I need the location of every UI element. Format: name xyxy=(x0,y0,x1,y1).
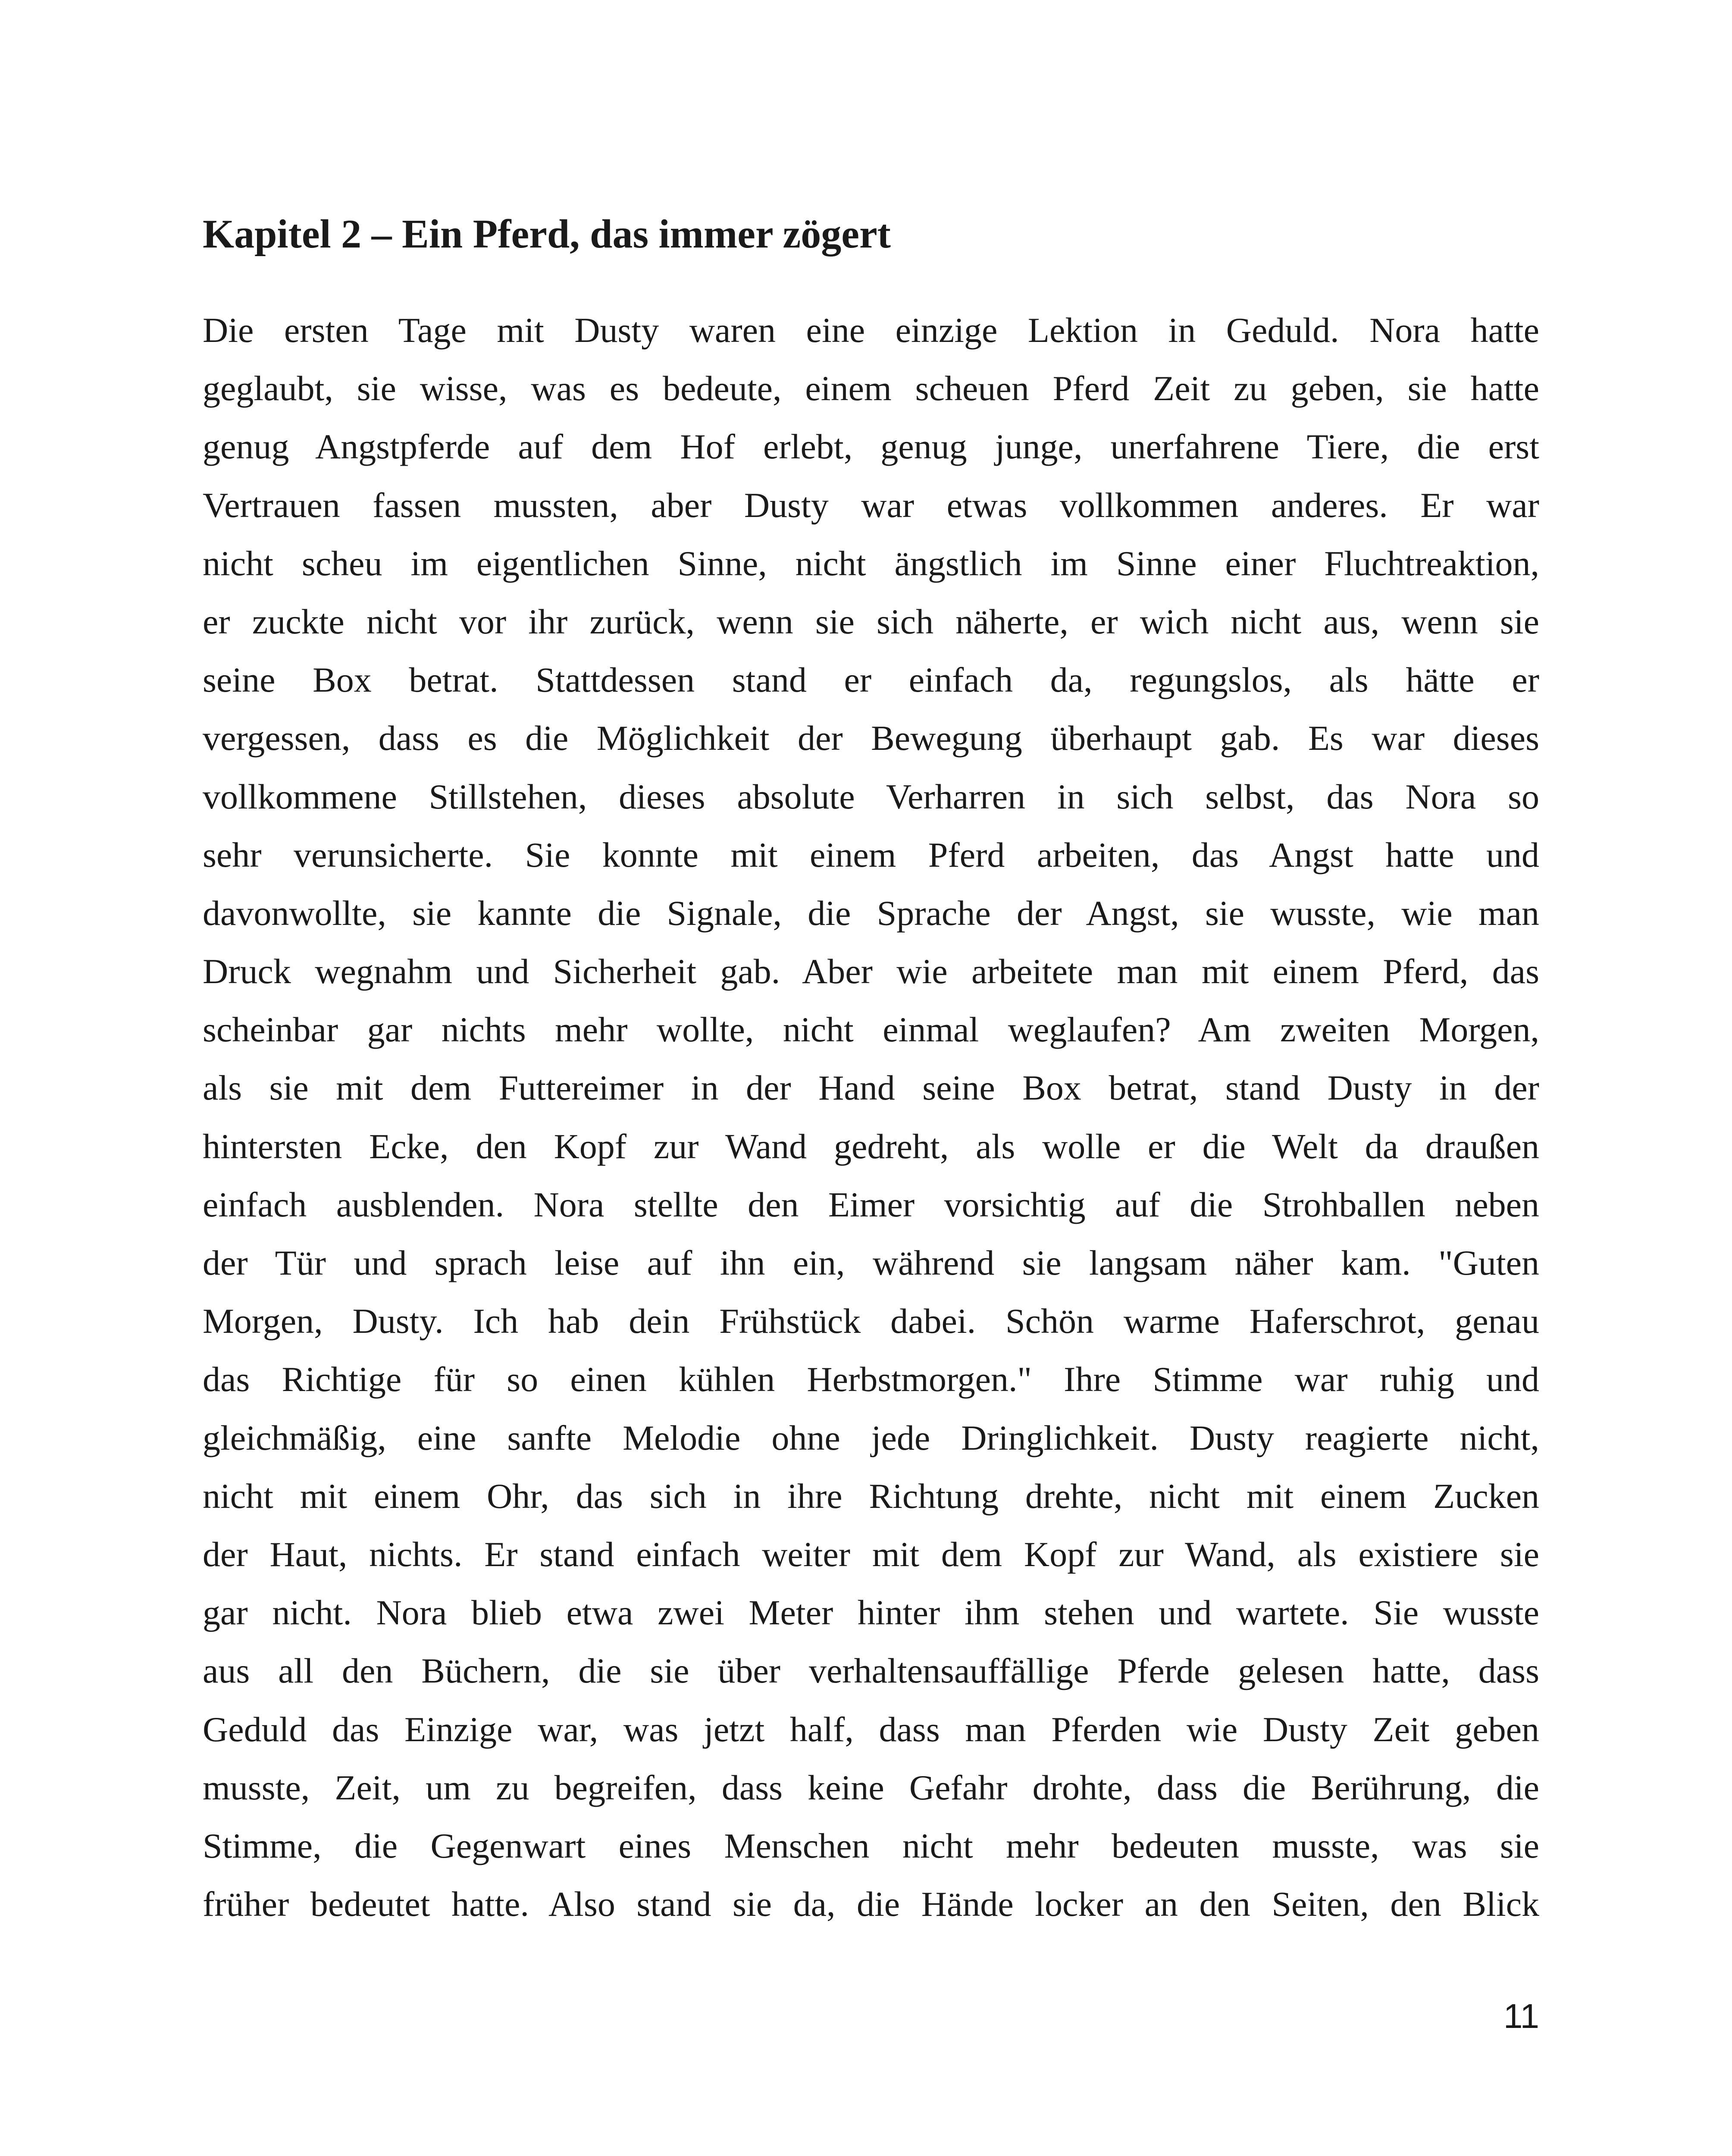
text-line: davonwollte, sie kannte die Signale, die Sprache der Angst, sie wusste, wie man xyxy=(203,893,1539,933)
text-line: das Richtige für so einen kühlen Herbstmorgen." Ihre Stimme war ruhig und xyxy=(203,1360,1539,1399)
text-line: geglaubt, sie wisse, was es bedeute, einem scheuen Pferd Zeit zu geben, sie hatte xyxy=(203,369,1539,408)
text-line: sehr verunsicherte. Sie konnte mit einem Pferd arbeiten, das Angst hatte und xyxy=(203,835,1539,874)
text-line: nicht mit einem Ohr, das sich in ihre Richtung drehte, nicht mit einem Zucken xyxy=(203,1476,1539,1516)
page-number: 11 xyxy=(1503,1997,1539,2035)
text-line: er zuckte nicht vor ihr zurück, wenn sie sich näherte, er wich nicht aus, wenn sie xyxy=(203,602,1539,641)
text-line: Geduld das Einzige war, was jetzt half, dass man Pferden wie Dusty Zeit geben xyxy=(203,1709,1539,1749)
text-line: seine Box betrat. Stattdessen stand er einfach da, regungslos, als hätte er xyxy=(203,660,1539,700)
text-line: einfach ausblenden. Nora stellte den Eimer vorsichtig auf die Strohballen neben xyxy=(203,1185,1539,1224)
text-line: Stimme, die Gegenwart eines Menschen nicht mehr bedeuten musste, was sie xyxy=(203,1826,1539,1865)
text-line: Druck wegnahm und Sicherheit gab. Aber wie arbeitete man mit einem Pferd, das xyxy=(203,952,1539,991)
text-line: der Tür und sprach leise auf ihn ein, während sie langsam näher kam. "Guten xyxy=(203,1243,1539,1282)
text-line: scheinbar gar nichts mehr wollte, nicht einmal weglaufen? Am zweiten Morgen, xyxy=(203,1010,1539,1050)
text-line: der Haut, nichts. Er stand einfach weiter mit dem Kopf zur Wand, als existiere sie xyxy=(203,1534,1539,1574)
text-line: nicht scheu im eigentlichen Sinne, nicht ängstlich im Sinne einer Fluchtreaktion, xyxy=(203,543,1539,583)
text-line: Vertrauen fassen mussten, aber Dusty war etwas vollkommen anderes. Er war xyxy=(203,485,1539,525)
body-paragraph xyxy=(203,301,1539,1933)
text-line: früher bedeutet hatte. Also stand sie da, die Hände locker an den Seiten, den Blick xyxy=(203,1884,1539,1924)
text-line: vergessen, dass es die Möglichkeit der Bewegung überhaupt gab. Es war dieses xyxy=(203,718,1539,758)
text-line: vollkommene Stillstehen, dieses absolute Verharren in sich selbst, das Nora so xyxy=(203,777,1539,816)
text-line: Morgen, Dusty. Ich hab dein Frühstück dabei. Schön warme Haferschrot, genau xyxy=(203,1301,1539,1341)
text-line: Die ersten Tage mit Dusty waren eine einzige Lektion in Geduld. Nora hatte xyxy=(203,310,1539,350)
text-line: aus all den Büchern, die sie über verhaltensauffällige Pferde gelesen hatte, dass xyxy=(203,1651,1539,1691)
text-line: hintersten Ecke, den Kopf zur Wand gedreht, als wolle er die Welt da draußen xyxy=(203,1126,1539,1166)
text-line: musste, Zeit, um zu begreifen, dass keine Gefahr drohte, dass die Berührung, die xyxy=(203,1767,1539,1807)
chapter-title: Kapitel 2 – Ein Pferd, das immer zögert xyxy=(203,212,891,257)
text-line: als sie mit dem Futtereimer in der Hand seine Box betrat, stand Dusty in der xyxy=(203,1068,1539,1108)
text-line: gar nicht. Nora blieb etwa zwei Meter hinter ihm stehen und wartete. Sie wusste xyxy=(203,1593,1539,1633)
text-line: gleichmäßig, eine sanfte Melodie ohne jede Dringlichkeit. Dusty reagierte nicht, xyxy=(203,1418,1539,1457)
text-line: genug Angstpferde auf dem Hof erlebt, genug junge, unerfahrene Tiere, die erst xyxy=(203,427,1539,467)
